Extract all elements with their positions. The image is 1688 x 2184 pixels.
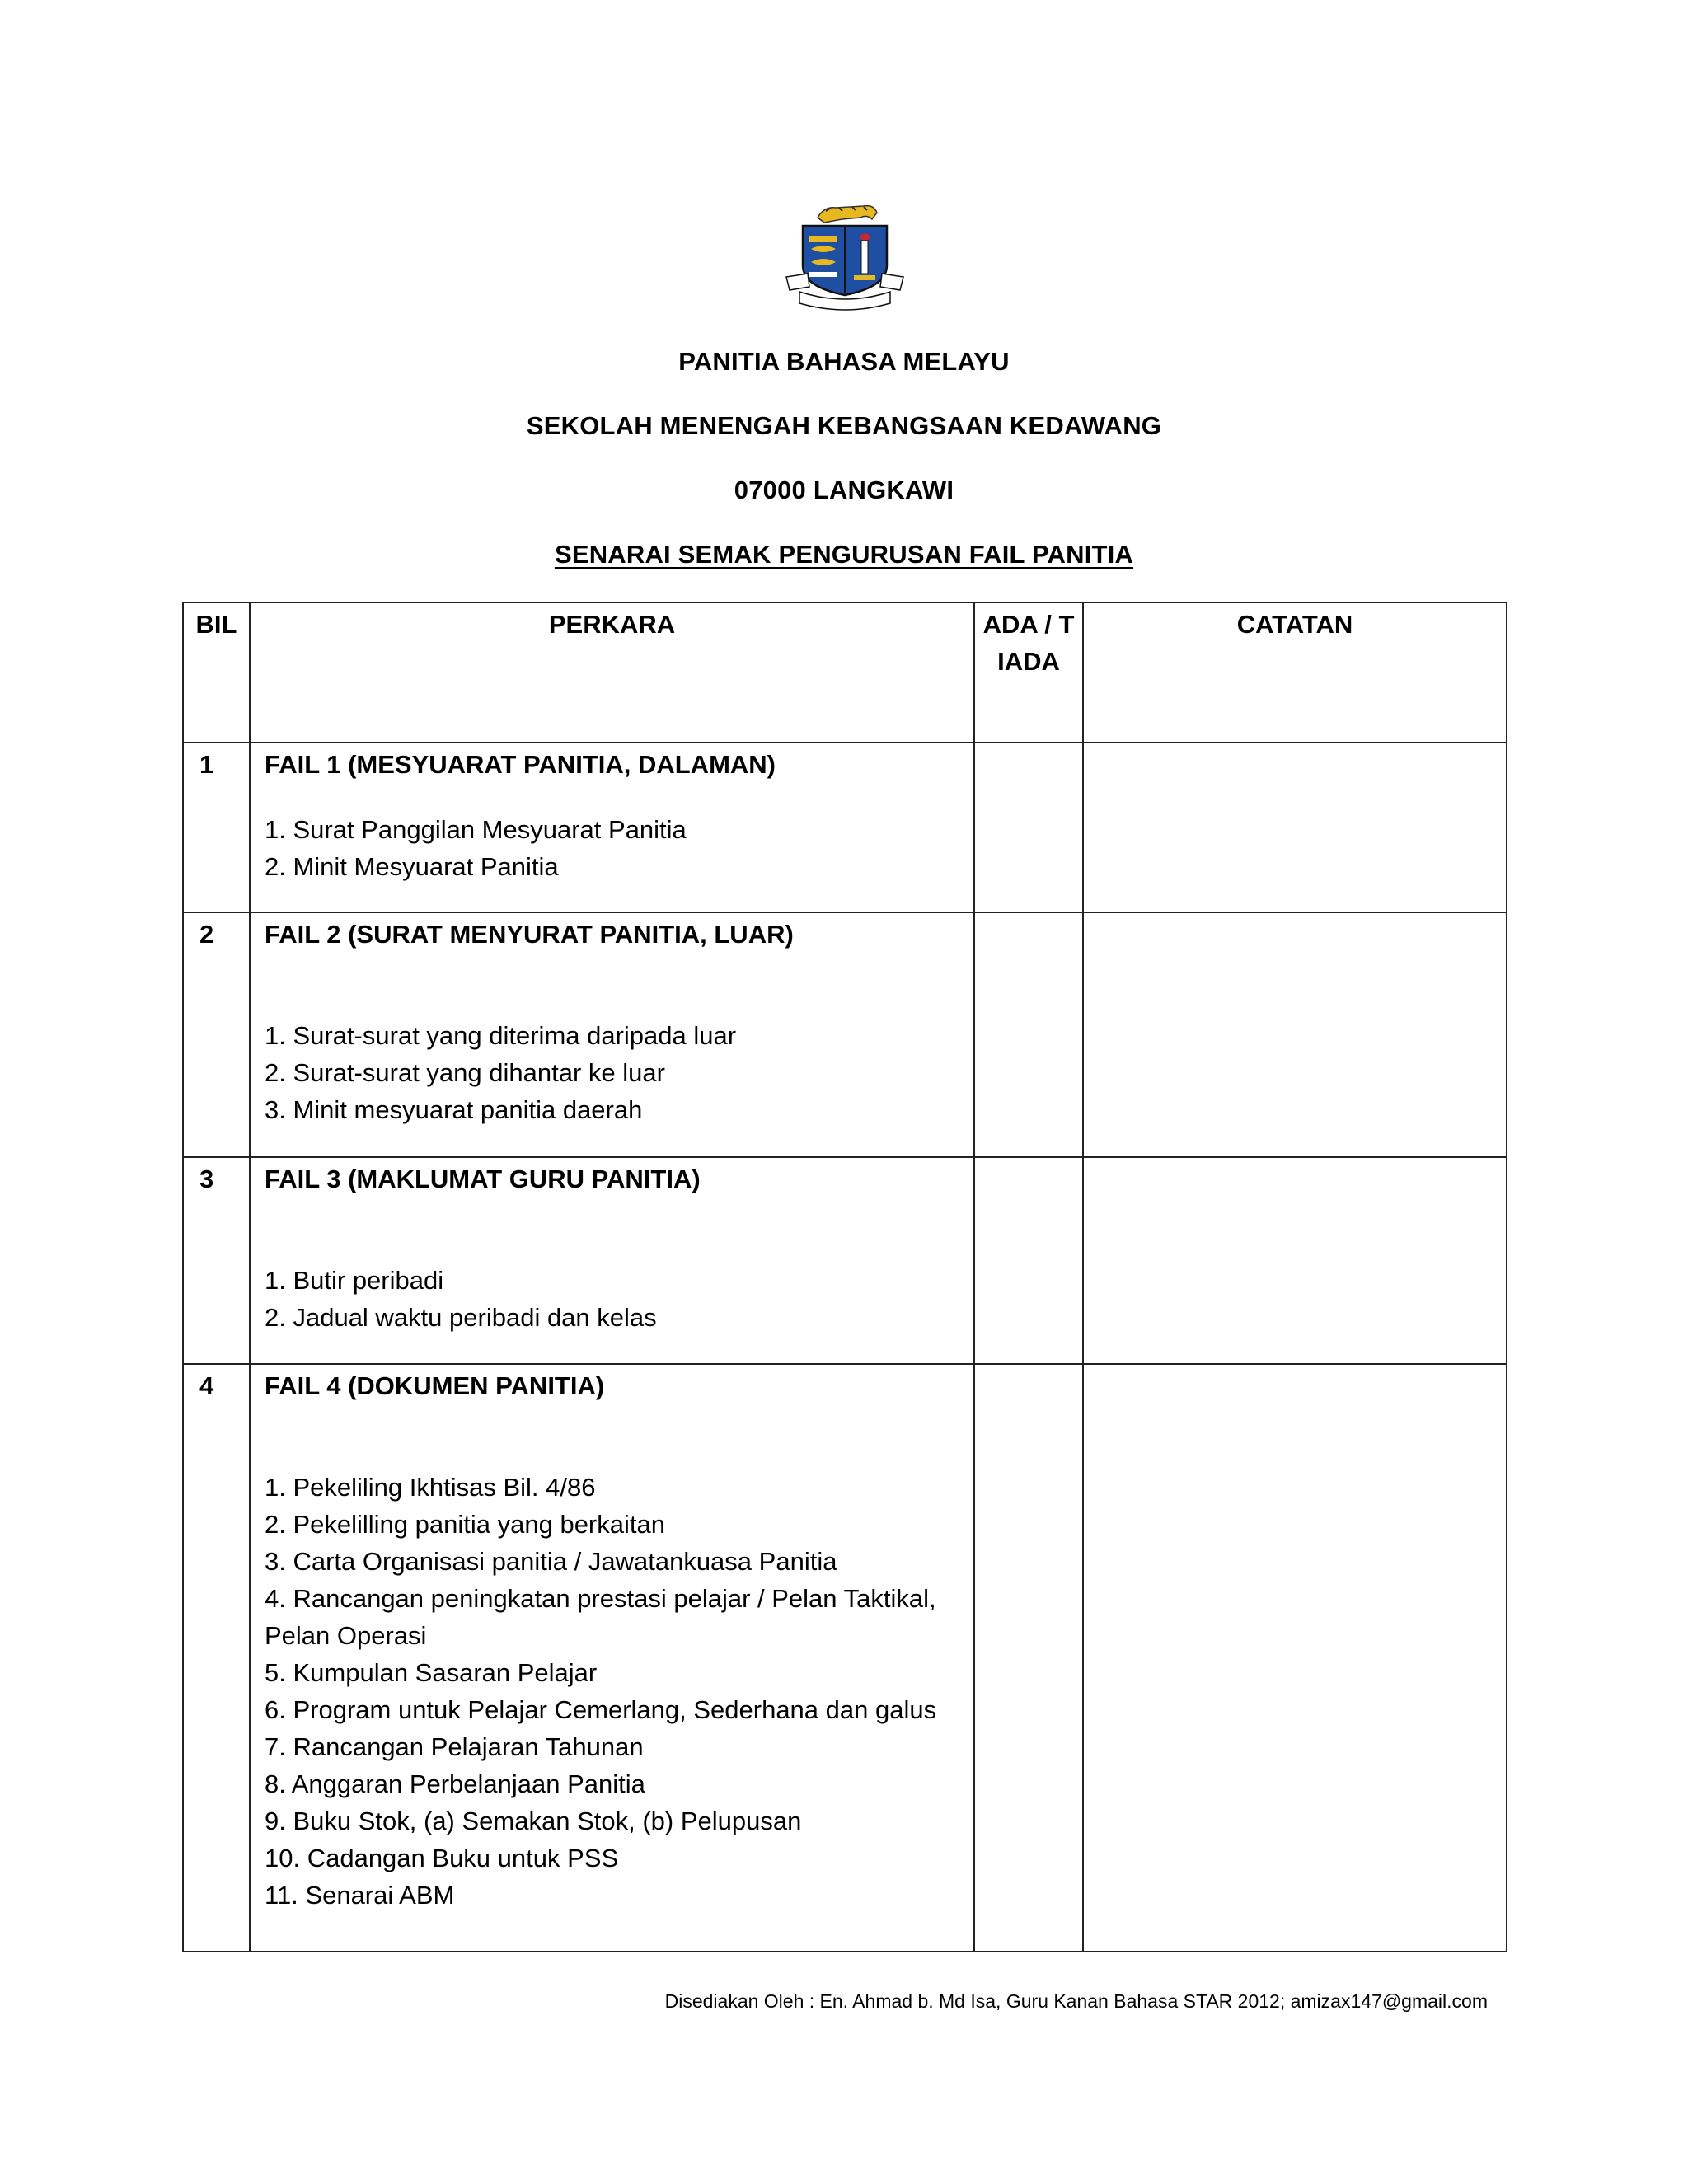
table-row — [183, 743, 1507, 912]
fail-title: FAIL 2 (SURAT MENYURAT PANITIA, LUAR) — [265, 920, 794, 949]
catatan-cell[interactable] — [1083, 912, 1507, 1157]
row-number: 1 — [183, 743, 250, 912]
table-row — [183, 1157, 1507, 1364]
list-item: 3. Minit mesyuarat panitia daerah — [265, 1095, 643, 1124]
fail-items-list — [265, 811, 965, 885]
fail-items-list — [265, 1017, 965, 1128]
list-item: 1. Surat Panggilan Mesyuarat Panitia — [265, 815, 687, 844]
catatan-cell[interactable] — [1083, 1364, 1507, 1952]
school-crest-logo — [785, 194, 905, 315]
list-item: 1. Surat-surat yang diterima daripada luar — [265, 1021, 737, 1050]
header-cell-perkara — [250, 602, 974, 743]
list-item: 8. Anggaran Perbelanjaan Panitia — [265, 1769, 645, 1798]
list-item: 7. Rancangan Pelajaran Tahunan — [265, 1732, 644, 1761]
list-item: 11. Senarai ABM — [265, 1881, 455, 1910]
header-cell-bil — [183, 602, 250, 743]
fail-title: FAIL 4 (DOKUMEN PANITIA) — [265, 1371, 605, 1400]
fail-items-list — [265, 1262, 965, 1336]
list-item: 3. Carta Organisasi panitia / Jawatankuasa Panitia — [265, 1547, 837, 1576]
document-title: SENARAI SEMAK PENGURUSAN FAIL PANITIA — [554, 540, 1134, 569]
table-header-row — [183, 602, 1507, 743]
prepared-by-footer: Disediakan Oleh : En. Ahmad b. Md Isa, Guru Kanan Bahasa STAR 2012; amizax147@gmail.com — [664, 1990, 1488, 2012]
ada-tiada-cell[interactable] — [974, 1364, 1083, 1952]
catatan-cell[interactable] — [1083, 743, 1507, 912]
school-address: 07000 LANGKAWI — [734, 476, 954, 504]
column-header-perkara: PERKARA — [548, 610, 676, 639]
perkara-cell — [250, 1157, 974, 1364]
header-cell-catatan — [1083, 602, 1507, 743]
fail-title: FAIL 3 (MAKLUMAT GURU PANITIA) — [265, 1165, 701, 1193]
list-item: 1. Pekeliling Ikhtisas Bil. 4/86 — [265, 1473, 596, 1502]
table-row — [183, 912, 1507, 1157]
school-name: SEKOLAH MENENGAH KEBANGSAAN KEDAWANG — [526, 411, 1162, 440]
catatan-cell[interactable] — [1083, 1157, 1507, 1364]
list-item: 5. Kumpulan Sasaran Pelajar — [265, 1658, 598, 1687]
column-header-catatan: CATATAN — [1236, 610, 1353, 639]
ada-tiada-cell[interactable] — [974, 912, 1083, 1157]
fail-items-list — [265, 1469, 965, 1914]
fail-title: FAIL 1 (MESYUARAT PANITIA, DALAMAN) — [265, 750, 776, 779]
row-number: 3 — [183, 1157, 250, 1364]
list-item: 6. Program untuk Pelajar Cemerlang, Sederhana dan galus — [265, 1695, 937, 1724]
ada-tiada-cell[interactable] — [974, 743, 1083, 912]
row-number: 2 — [183, 912, 250, 1157]
perkara-cell — [250, 1364, 974, 1952]
committee-name: PANITIA BAHASA MELAYU — [678, 347, 1010, 376]
ada-tiada-cell[interactable] — [974, 1157, 1083, 1364]
column-header-ada-tiada: ADA / TIADA — [982, 610, 1075, 676]
list-item: 1. Butir peribadi — [265, 1266, 444, 1295]
list-item: 2. Minit Mesyuarat Panitia — [265, 852, 559, 881]
perkara-cell — [250, 912, 974, 1157]
table-row — [183, 1364, 1507, 1952]
column-header-bil: BIL — [195, 610, 237, 639]
perkara-cell — [250, 743, 974, 912]
list-item: 4. Rancangan peningkatan prestasi pelajar / Pelan Taktikal, Pelan Operasi — [265, 1584, 936, 1650]
row-number: 4 — [183, 1364, 250, 1952]
header-cell-ada — [974, 602, 1083, 743]
checklist-table — [182, 602, 1507, 1952]
list-item: 10. Cadangan Buku untuk PSS — [265, 1844, 619, 1872]
list-item: 2. Jadual waktu peribadi dan kelas — [265, 1303, 657, 1332]
list-item: 9. Buku Stok, (a) Semakan Stok, (b) Pelupusan — [265, 1807, 802, 1835]
list-item: 2. Surat-surat yang dihantar ke luar — [265, 1058, 665, 1087]
list-item: 2. Pekelilling panitia yang berkaitan — [265, 1510, 665, 1539]
